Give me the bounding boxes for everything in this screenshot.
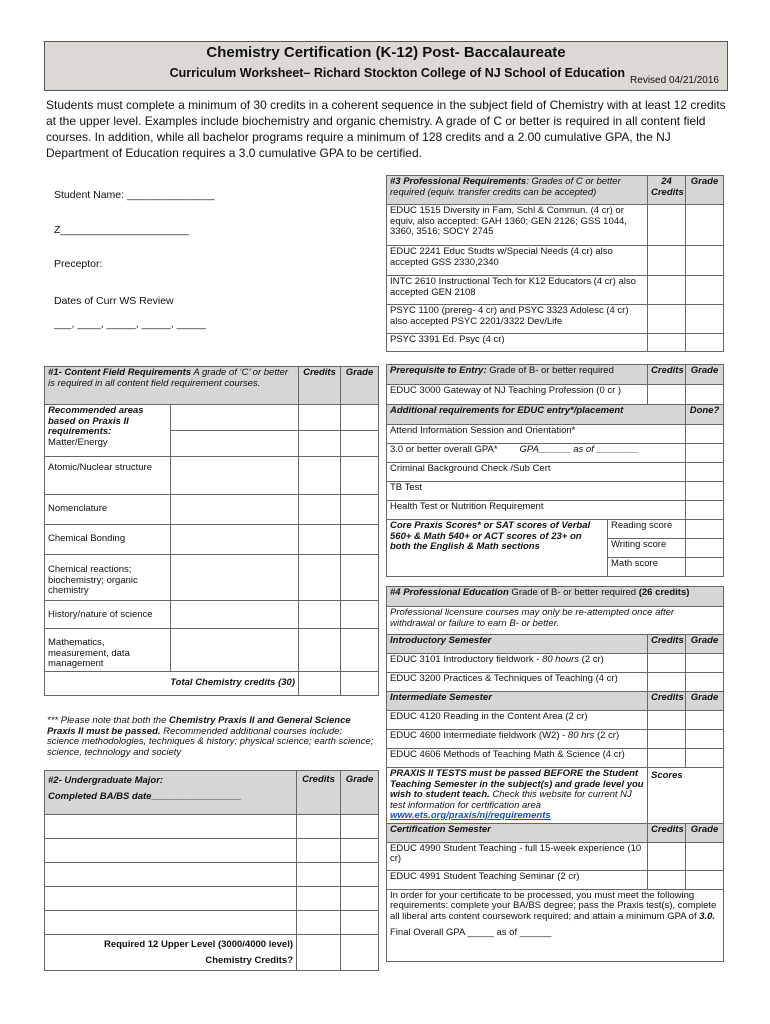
credit-cell[interactable] xyxy=(299,601,341,629)
course-cell[interactable] xyxy=(171,601,299,629)
credit-cell[interactable] xyxy=(648,654,686,673)
grade-cell[interactable] xyxy=(341,887,379,911)
grade-cell[interactable] xyxy=(686,842,724,870)
sec2-header: #2- Undergraduate Major: Completed BA/BS date_________________ xyxy=(45,771,297,815)
total-credit-cell[interactable] xyxy=(299,671,341,695)
course-cell[interactable] xyxy=(171,431,299,457)
prereq-row-educ3000: EDUC 3000 Gateway of NJ Teaching Profession (0 cr ) xyxy=(387,385,648,405)
req-health-test: Health Test or Nutrition Requirement xyxy=(387,501,686,520)
ets-requirements-link[interactable]: www.ets.org/praxis/nj/requirements xyxy=(390,810,551,821)
sec3-credits-header: 24 Credits xyxy=(648,176,686,205)
upper-grade-cell[interactable] xyxy=(341,935,379,971)
credit-cell[interactable] xyxy=(648,749,686,768)
sec3-grade-cell[interactable] xyxy=(686,246,724,276)
course-cell[interactable] xyxy=(171,629,299,672)
row-educ3200: EDUC 3200 Practices & Techniques of Teaching (4 cr) xyxy=(387,673,648,692)
major-course-cell[interactable] xyxy=(45,839,297,863)
credit-cell[interactable] xyxy=(299,431,341,457)
major-course-cell[interactable] xyxy=(45,911,297,935)
sec1-grade-header: Grade xyxy=(341,367,379,405)
sec3-credit-cell[interactable] xyxy=(648,305,686,334)
row-educ4606: EDUC 4606 Methods of Teaching Math & Science (4 cr) xyxy=(387,749,648,768)
praxis-scores-cell[interactable]: Scores xyxy=(648,768,724,824)
praxis-note: *** Please note that both the Chemistry Praxis II and General Science Praxis II must be passed. Recommended additional courses include: science methodologies, techniques & history; physical science; earth science; science, technology and society xyxy=(47,715,374,758)
credit-cell[interactable] xyxy=(297,839,341,863)
professional-education-table xyxy=(386,586,724,962)
professional-requirements-table xyxy=(386,175,724,352)
area-atomic-nuclear: Atomic/Nuclear structure xyxy=(45,457,171,495)
additional-requirements-header: Additional requirements for EDUC entry*/placement xyxy=(387,405,686,425)
sec3-row-educ2241: EDUC 2241 Educ Studts w/Special Needs (4 cr) also accepted GSS 2330,2340 xyxy=(387,246,648,276)
sec4-note: Professional licensure courses may only be re-attempted once after withdrawal or failure to earn B- or better. xyxy=(387,607,724,635)
content-field-table xyxy=(44,366,379,696)
credit-cell[interactable] xyxy=(648,385,686,405)
req-info-session: Attend Information Session and Orientation* xyxy=(387,425,686,444)
major-course-cell[interactable] xyxy=(45,815,297,839)
intro-paragraph: Students must complete a minimum of 30 credits in a coherent sequence in the subject field of Chemistry with at least 12 credits at the upper level. Examples include biochemistry and organic chemistry. A grade of C or better is required in all content field courses. In addition, while all bachelor programs require a minimum of 128 credits and a 2.00 cumulative GPA, the NJ Department of Education requires a 3.0 cumulative GPA to be certified. xyxy=(46,98,726,160)
req-gpa: 3.0 or better overall GPA* GPA______ as of ________ xyxy=(387,444,686,463)
sec3-credit-cell[interactable] xyxy=(648,334,686,352)
sec3-credit-cell[interactable] xyxy=(648,246,686,276)
req-tb-test: TB Test xyxy=(387,482,686,501)
done-cell[interactable] xyxy=(686,558,724,577)
grade-cell[interactable] xyxy=(686,654,724,673)
course-cell[interactable] xyxy=(171,555,299,601)
final-gpa-blank[interactable]: Final Overall GPA _____ as of ______ xyxy=(390,927,552,938)
review-dates-blanks[interactable]: ___, ____, _____, _____, _____ xyxy=(54,318,206,330)
sec3-grade-cell[interactable] xyxy=(686,305,724,334)
course-cell[interactable] xyxy=(171,495,299,525)
credit-cell[interactable] xyxy=(297,887,341,911)
sec3-grade-header: Grade xyxy=(686,176,724,205)
credit-cell[interactable] xyxy=(299,495,341,525)
grade-cell[interactable] xyxy=(686,749,724,768)
grade-cell[interactable] xyxy=(686,711,724,730)
row-educ3101: EDUC 3101 Introductory fieldwork - 80 hours (2 cr) xyxy=(387,654,648,673)
sec3-row-educ1515: EDUC 1515 Diversity in Fam, Schl & Commun. (4 cr) or equiv, also accepted: GAH 1360; GEN 2126; GSS 1044, 3360, 3516; SOCY 2745 xyxy=(387,205,648,246)
done-cell[interactable] xyxy=(686,482,724,501)
done-cell[interactable] xyxy=(686,520,724,539)
recommended-areas-label: Recommended areas based on Praxis II requirements: xyxy=(48,405,144,437)
credit-cell[interactable] xyxy=(297,911,341,935)
inter-credits-header: Credits xyxy=(648,692,686,711)
grade-cell[interactable] xyxy=(341,629,379,672)
grade-cell[interactable] xyxy=(341,495,379,525)
revised-date: Revised 04/21/2016 xyxy=(630,75,719,86)
done-cell[interactable] xyxy=(686,463,724,482)
credit-cell[interactable] xyxy=(299,525,341,555)
prerequisite-table xyxy=(386,364,724,577)
upper-level-credits: Required 12 Upper Level (3000/4000 level) Chemistry Credits? xyxy=(45,935,297,971)
total-grade-cell[interactable] xyxy=(341,671,379,695)
done-cell[interactable] xyxy=(686,539,724,558)
credit-cell[interactable] xyxy=(297,863,341,887)
course-cell[interactable] xyxy=(171,457,299,495)
done-cell[interactable] xyxy=(686,444,724,463)
sec3-grade-cell[interactable] xyxy=(686,334,724,352)
gpa-blank[interactable]: GPA______ as of ________ xyxy=(519,444,639,455)
area-chemical-reactions: Chemical reactions; biochemistry; organic chemistry xyxy=(45,555,171,601)
z-number-field[interactable]: Z______________________ xyxy=(54,224,189,236)
credit-cell[interactable] xyxy=(297,815,341,839)
worksheet-header xyxy=(44,41,728,91)
grade-cell[interactable] xyxy=(686,730,724,749)
inter-grade-header: Grade xyxy=(686,692,724,711)
intro-credits-header: Credits xyxy=(648,635,686,654)
cert-credits-header: Credits xyxy=(648,823,686,842)
area-mathematics: Mathematics, measurement, data management xyxy=(45,629,171,672)
sec2-grade-header: Grade xyxy=(341,771,379,815)
credit-cell[interactable] xyxy=(648,870,686,889)
grade-cell[interactable] xyxy=(341,839,379,863)
sec3-grade-cell[interactable] xyxy=(686,205,724,246)
reading-score-label: Reading score xyxy=(608,520,686,539)
area-matter-energy: Matter/Energy xyxy=(48,436,108,448)
grade-cell[interactable] xyxy=(341,911,379,935)
sec1-credits-header: Credits xyxy=(299,367,341,405)
page-title: Chemistry Certification (K-12) Post- Baccalaureate xyxy=(206,44,566,61)
sec3-grade-cell[interactable] xyxy=(686,276,724,305)
prereq-credits-header: Credits xyxy=(648,365,686,385)
course-cell[interactable] xyxy=(171,405,299,431)
sec3-credit-cell[interactable] xyxy=(648,205,686,246)
certification-semester-header: Certification Semester xyxy=(387,823,648,842)
credit-cell[interactable] xyxy=(648,673,686,692)
review-dates-label: Dates of Curr WS Review xyxy=(54,295,174,307)
credit-cell[interactable] xyxy=(299,629,341,672)
done-cell[interactable] xyxy=(686,501,724,520)
certificate-processing-note: In order for your certificate to be processed, you must meet the following requirements: complete your BA/BS degree; pass the Praxis test(s), complete all liberal arts content coursework required; and attain a minimum GPA of 3.0. Final Overall GPA _____ as of ______ xyxy=(387,889,724,961)
cert-grade-header: Grade xyxy=(686,823,724,842)
grade-cell[interactable] xyxy=(341,405,379,431)
grade-cell[interactable] xyxy=(341,601,379,629)
major-course-cell[interactable] xyxy=(45,863,297,887)
math-score-label: Math score xyxy=(608,558,686,577)
row-educ4991: EDUC 4991 Student Teaching Seminar (2 cr) xyxy=(387,870,648,889)
sec3-row-psyc3391: PSYC 3391 Ed. Psyc (4 cr) xyxy=(387,334,648,352)
sec1-area-cell xyxy=(45,405,171,457)
credit-cell[interactable] xyxy=(299,457,341,495)
sec3-header: #3 Professional Requirements: Grades of C or better required (equiv. transfer credits can be accepted) xyxy=(387,176,648,205)
grade-cell[interactable] xyxy=(341,555,379,601)
introductory-semester-header: Introductory Semester xyxy=(387,635,648,654)
credit-cell[interactable] xyxy=(648,711,686,730)
page-subtitle: Curriculum Worksheet– Richard Stockton College of NJ School of Education xyxy=(169,66,625,80)
sec3-row-psyc1100: PSYC 1100 (prereg- 4 cr) and PSYC 3323 Adolesc (4 cr) also accepted PSYC 2201/3322 Dev/Life xyxy=(387,305,648,334)
done-cell[interactable] xyxy=(686,425,724,444)
prereq-header: Prerequisite to Entry: Grade of B- or better required xyxy=(387,365,648,385)
credit-cell[interactable] xyxy=(299,405,341,431)
grade-cell[interactable] xyxy=(341,863,379,887)
undergraduate-major-table xyxy=(44,770,379,971)
row-educ4600: EDUC 4600 Intermediate fieldwork (W2) - 80 hrs (2 cr) xyxy=(387,730,648,749)
major-course-cell[interactable] xyxy=(45,887,297,911)
prereq-grade-header: Grade xyxy=(686,365,724,385)
credit-cell[interactable] xyxy=(299,555,341,601)
grade-cell[interactable] xyxy=(686,385,724,405)
area-chemical-bonding: Chemical Bonding xyxy=(45,525,171,555)
row-educ4990: EDUC 4990 Student Teaching - full 15-week experience (10 cr) xyxy=(387,842,648,870)
credit-cell[interactable] xyxy=(648,730,686,749)
grade-cell[interactable] xyxy=(686,870,724,889)
total-chemistry-credits: Total Chemistry credits (30) xyxy=(45,671,299,695)
credit-cell[interactable] xyxy=(648,842,686,870)
sec3-credit-cell[interactable] xyxy=(648,276,686,305)
grade-cell[interactable] xyxy=(341,457,379,495)
course-cell[interactable] xyxy=(171,525,299,555)
grade-cell[interactable] xyxy=(341,525,379,555)
intermediate-semester-header: Intermediate Semester xyxy=(387,692,648,711)
writing-score-label: Writing score xyxy=(608,539,686,558)
preceptor-field[interactable]: Preceptor: xyxy=(54,258,103,270)
praxis-ii-requirement: PRAXIS II TESTS must be passed BEFORE the Student Teaching Semester in the subject(s) and grade level you wish to student teach. Check this website for current NJ test information for certification area www.ets.org/praxis/nj/requirements xyxy=(387,768,648,824)
sec2-credits-header: Credits xyxy=(297,771,341,815)
area-history-science: History/nature of science xyxy=(45,601,171,629)
grade-cell[interactable] xyxy=(341,815,379,839)
sec1-header: #1- Content Field Requirements A grade of ‘C’ or better is required in all content field requirement courses. xyxy=(45,367,299,405)
area-nomenclature: Nomenclature xyxy=(45,495,171,525)
sec3-row-intc2610: INTC 2610 Instructional Tech for K12 Educators (4 cr) also accepted GEN 2108 xyxy=(387,276,648,305)
grade-cell[interactable] xyxy=(341,431,379,457)
sec4-header: #4 Professional Education Grade of B- or better required (26 credits) xyxy=(387,587,724,607)
upper-credit-cell[interactable] xyxy=(297,935,341,971)
student-name-field[interactable]: Student Name: _______________ xyxy=(54,189,215,201)
done-header: Done? xyxy=(686,405,724,425)
core-praxis-requirement: Core Praxis Scores* or SAT scores of Verbal 560+ & Math 540+ or ACT scores of 23+ on both the English & Math sections xyxy=(387,520,608,577)
row-educ4120: EDUC 4120 Reading in the Content Area (2 cr) xyxy=(387,711,648,730)
grade-cell[interactable] xyxy=(686,673,724,692)
intro-grade-header: Grade xyxy=(686,635,724,654)
req-background-check: Criminal Background Check /Sub Cert xyxy=(387,463,686,482)
